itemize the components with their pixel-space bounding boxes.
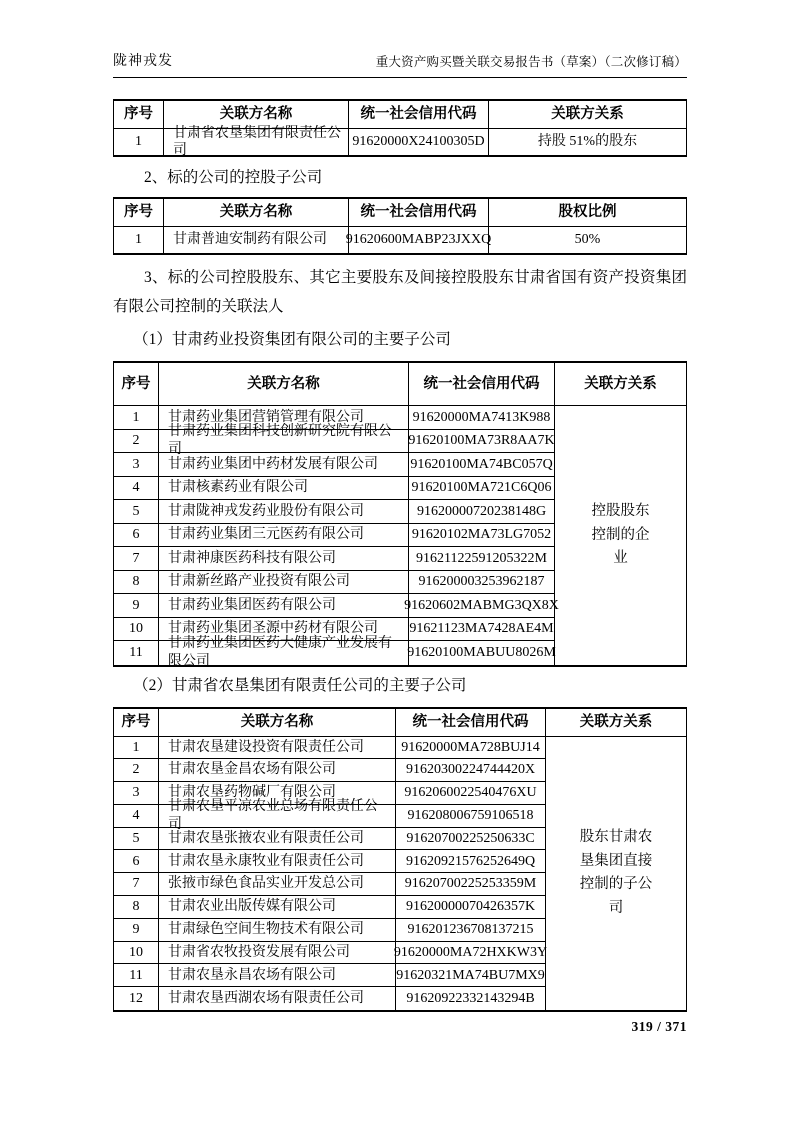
cell-seq: 11	[114, 641, 159, 665]
cell-name: 甘肃药业集团科技创新研究院有限公司	[159, 430, 409, 454]
cell-name: 甘肃普迪安制药有限公司	[164, 227, 349, 253]
cell-name: 甘肃核素药业有限公司	[159, 477, 409, 501]
cell-equity-ratio: 50%	[574, 232, 601, 248]
cell-name: 甘肃药业集团营销管理有限公司	[159, 406, 409, 430]
cell-code: 916208006759106518	[396, 805, 546, 828]
cell-code: 9162060022540476XU	[396, 782, 546, 805]
cell-name: 甘肃省农垦集团有限责任公司	[164, 129, 349, 155]
cell-name: 甘肃农垦永昌农场有限公司	[159, 964, 396, 987]
cell-name: 甘肃农垦金昌农场有限公司	[159, 759, 396, 782]
cell-seq: 7	[114, 547, 159, 571]
cell-name: 甘肃药业集团三元医药有限公司	[159, 524, 409, 548]
cell-seq: 8	[114, 571, 159, 595]
page-header	[113, 50, 687, 78]
cell-code: 91620100MA74BC057Q	[409, 453, 555, 477]
cell-seq: 12	[114, 987, 159, 1010]
cell-code: 91620700225253359M	[396, 873, 546, 896]
cell-code: 91620100MA73R8AA7K	[409, 430, 555, 454]
cell-name: 甘肃药业集团中药材发展有限公司	[159, 453, 409, 477]
cell-code: 91620000070426357K	[396, 896, 546, 919]
cell-code: 91620100MABUU8026M	[409, 641, 555, 665]
cell-seq: 9	[114, 594, 159, 618]
cell-seq: 5	[114, 828, 159, 851]
cell-seq: 8	[114, 896, 159, 919]
cell-name: 甘肃神康医药科技有限公司	[159, 547, 409, 571]
cell-code: 916201236708137215	[396, 919, 546, 942]
cell-seq: 1	[114, 406, 159, 430]
subheading-nongken-group: （2）甘肃省农垦集团有限责任公司的主要子公司	[133, 676, 467, 694]
cell-name: 甘肃农垦西湖农场有限责任公司	[159, 987, 396, 1010]
cell-name: 甘肃农垦建设投资有限责任公司	[159, 737, 396, 760]
column-header-seq: 序号	[114, 199, 164, 227]
merged-relation-cell	[546, 737, 686, 1011]
cell-code: 91620922332143294B	[396, 987, 546, 1010]
heading-controlled-subsidiaries: 2、标的公司的控股子公司	[144, 169, 323, 186]
column-header-seq: 序号	[114, 363, 159, 406]
cell-seq: 3	[114, 782, 159, 805]
cell-code: 91620000MA728BUJ14	[396, 737, 546, 760]
column-header-relation: 关联方关系	[546, 709, 686, 737]
page-content	[113, 0, 687, 1012]
cell-name: 甘肃农垦永康牧业有限责任公司	[159, 850, 396, 873]
column-header-relation: 关联方关系	[489, 101, 686, 129]
column-header-code: 统一社会信用代码	[396, 709, 546, 737]
column-header-name: 关联方名称	[164, 199, 349, 227]
cell-code: 91620700225250633C	[396, 828, 546, 851]
header-left-title: 陇神戎发	[113, 54, 173, 69]
header-right-title: 重大资产购买暨关联交易报告书（草案）（二次修订稿）	[375, 55, 687, 69]
cell-name: 甘肃新丝路产业投资有限公司	[159, 571, 409, 595]
pharma-subsidiaries-table	[113, 361, 687, 667]
cell-seq: 10	[114, 618, 159, 642]
cell-name: 甘肃农垦药物碱厂有限公司	[159, 782, 396, 805]
column-header-seq: 序号	[114, 709, 159, 737]
cell-code: 91620300224744420X	[396, 759, 546, 782]
column-header-relation: 关联方关系	[555, 363, 686, 406]
cell-name: 甘肃绿色空间生物技术有限公司	[159, 919, 396, 942]
cell-seq: 7	[114, 873, 159, 896]
cell-seq: 1	[114, 129, 164, 155]
cell-seq: 9	[114, 919, 159, 942]
cell-seq: 2	[114, 759, 159, 782]
heading-related-legal-persons: 3、标的公司控股股东、其它主要股东及间接控股股东甘肃省国有资产投资集团有限公司控制的关联法人	[113, 269, 687, 315]
merged-relation-text: 控股股东控制的企业	[591, 503, 650, 566]
cell-seq: 1	[114, 737, 159, 760]
column-header-name: 关联方名称	[164, 101, 349, 129]
cell-name: 甘肃农垦平凉农业总场有限责任公司	[159, 805, 396, 828]
cell-name: 甘肃农垦张掖农业有限责任公司	[159, 828, 396, 851]
cell-code: 91620100MA721C6Q06	[409, 477, 555, 501]
column-header-seq: 序号	[114, 101, 164, 129]
cell-code: 91620000MA72HXKW3Y	[396, 942, 546, 965]
cell-name: 甘肃省农牧投资发展有限公司	[159, 942, 396, 965]
column-header-code: 统一社会信用代码	[349, 101, 489, 129]
cell-name: 张掖市绿色食品实业开发总公司	[159, 873, 396, 896]
cell-seq: 2	[114, 430, 159, 454]
column-header-code: 统一社会信用代码	[409, 363, 555, 406]
controlled-subsidiary-table	[113, 197, 687, 255]
cell-seq: 10	[114, 942, 159, 965]
cell-name: 甘肃药业集团医药有限公司	[159, 594, 409, 618]
subheading-pharma-group: （1）甘肃药业投资集团有限公司的主要子公司	[133, 331, 451, 348]
page-number: 319 / 371	[631, 1019, 687, 1034]
cell-code: 91620321MA74BU7MX9	[396, 964, 546, 987]
cell-seq: 6	[114, 850, 159, 873]
cell-seq: 11	[114, 964, 159, 987]
cell-code: 91620000X24100305D	[349, 129, 489, 155]
cell-code: 91620102MA73LG7052	[409, 524, 555, 548]
column-header-code: 统一社会信用代码	[349, 199, 489, 227]
cell-seq: 1	[114, 227, 164, 253]
nongken-subsidiaries-table	[113, 707, 687, 1013]
cell-code: 91620921576252649Q	[396, 850, 546, 873]
merged-relation-cell	[555, 406, 686, 665]
cell-name: 甘肃药业集团医药大健康产业发展有限公司	[159, 641, 409, 665]
cell-code: 91620000720238148G	[409, 500, 555, 524]
cell-name: 甘肃农业出版传媒有限公司	[159, 896, 396, 919]
cell-seq: 4	[114, 477, 159, 501]
cell-name: 甘肃药业集团圣源中药材有限公司	[159, 618, 409, 642]
cell-code: 91620000MA7413K988	[409, 406, 555, 430]
cell-seq: 3	[114, 453, 159, 477]
cell-code: 91620600MABP23JXXQ	[349, 227, 489, 253]
cell-code: 916200003253962187	[409, 571, 555, 595]
cell-seq: 6	[114, 524, 159, 548]
controlling-shareholder-table	[113, 99, 687, 157]
cell-name: 甘肃陇神戎发药业股份有限公司	[159, 500, 409, 524]
cell-code: 91621122591205322M	[409, 547, 555, 571]
cell-seq: 5	[114, 500, 159, 524]
cell-relation: 持股 51%的股东	[537, 134, 638, 150]
column-header-name: 关联方名称	[159, 363, 409, 406]
merged-relation-text: 股东甘肃农垦集团直接控制的子公司	[579, 829, 653, 916]
cell-seq: 4	[114, 805, 159, 828]
column-header-name: 关联方名称	[159, 709, 396, 737]
column-header-equity-ratio: 股权比例	[489, 199, 686, 227]
cell-code: 91620602MABMG3QX8X	[409, 594, 555, 618]
cell-code: 91621123MA7428AE4M	[409, 618, 555, 642]
